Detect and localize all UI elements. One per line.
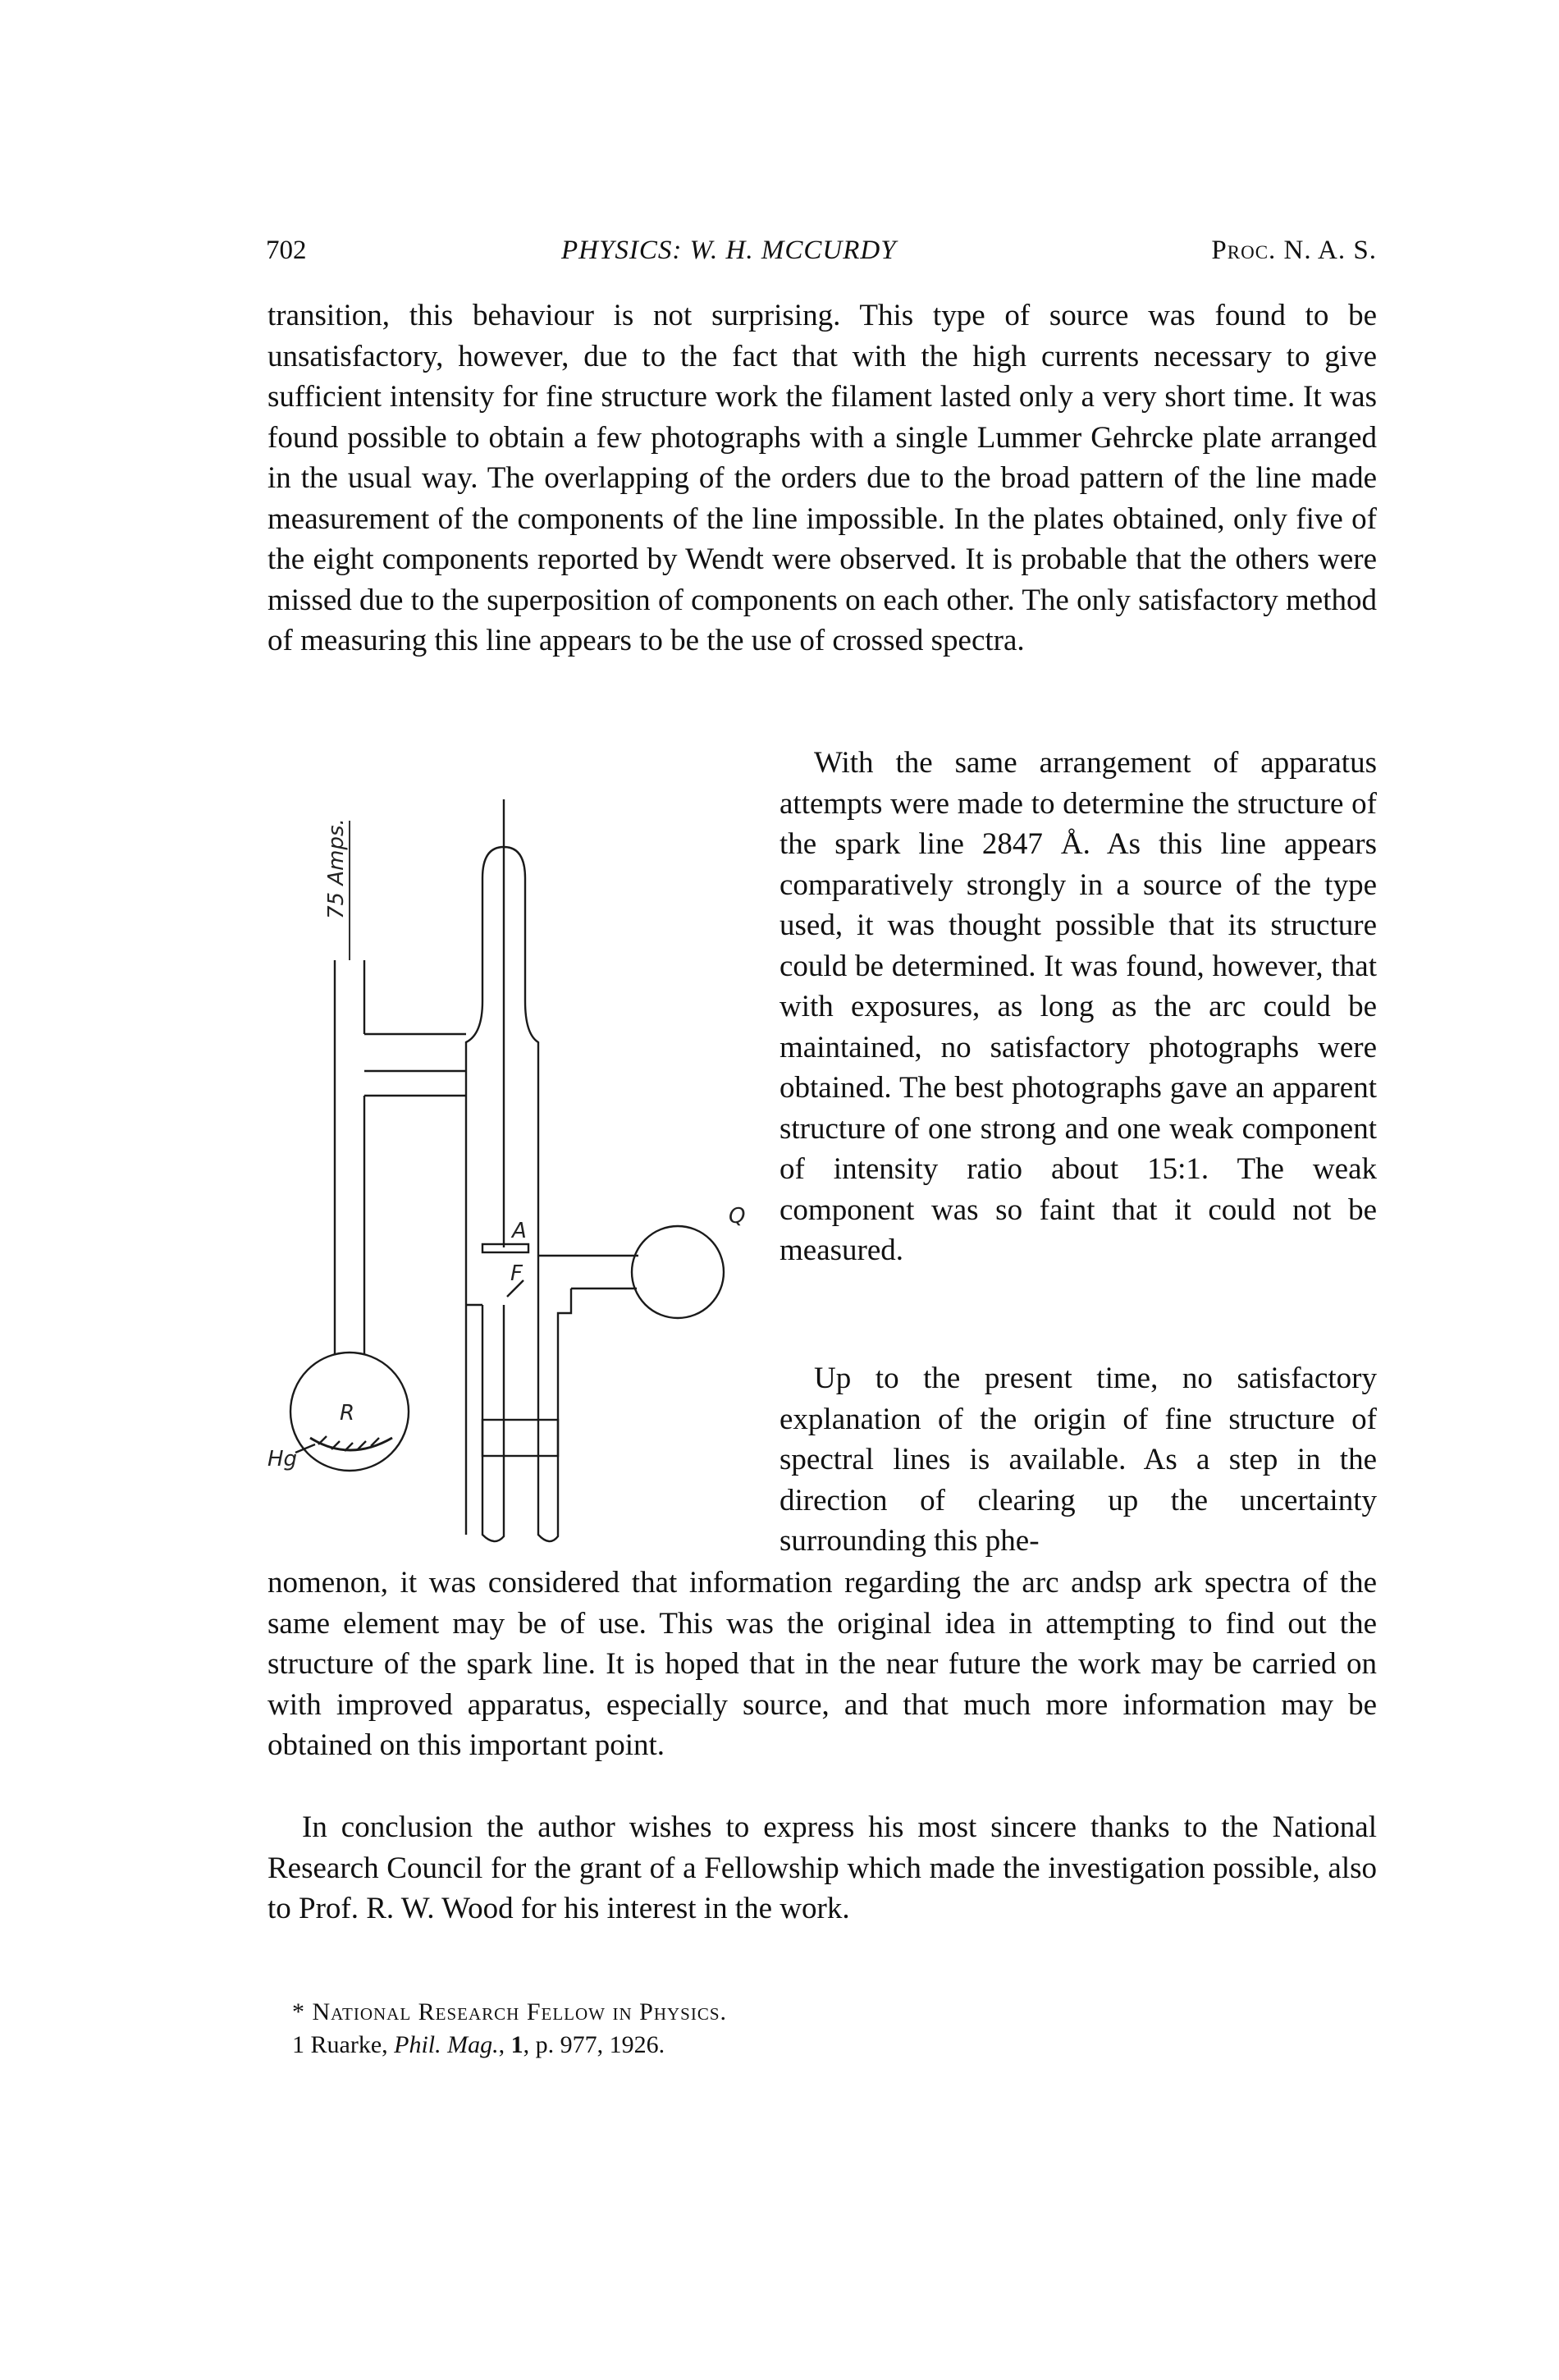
paragraph-2: With the same arrangement of apparatus attempts were made to determine the structure of the spark line 2847 Å. As this line appears comparatively strongly in a source of the type used, it was thought possible that its structure could be determined. It was found, however, that with exposures, as long as the arc could be maintained, no satisfactory photographs were obtained. The best photographs gave an apparent structure of one strong and one weak component of intensity ratio about 15:1. The weak component was so faint that it could not be measured. xyxy=(780,746,1377,1267)
bulb-q xyxy=(632,1226,724,1318)
footnote-2-journal: Phil. Mag. xyxy=(394,2031,499,2058)
footnote-2-sep: , xyxy=(498,2031,511,2058)
neck-right xyxy=(525,1001,538,1305)
label-amps: 75 Amps. xyxy=(324,818,349,919)
running-title: PHYSICS: W. H. MCCURDY xyxy=(561,236,897,265)
lower-tube-outer xyxy=(482,1305,504,1541)
label-r: R xyxy=(340,1401,355,1426)
footnote-1: * National Research Fellow in Physics. xyxy=(292,1998,728,2025)
paragraph-4: In conclusion the author wishes to express his most sincere thanks to the National Research Council for the grant of a Fellowship which made the investigation possible, also to Prof. R. W. Wood for his interest in the work. xyxy=(267,1810,1377,1925)
lower-electrode-band xyxy=(482,1420,558,1456)
label-a: A xyxy=(512,1219,527,1243)
apparatus-figure xyxy=(261,788,770,1543)
label-f: F xyxy=(510,1261,523,1286)
apparatus-diagram xyxy=(261,788,770,1543)
page-number: 702 xyxy=(266,236,307,265)
paragraph-1: transition, this behaviour is not surprising. This type of source was found to be unsatisfactory, however, due to the fact that with the high currents necessary to give sufficient intensity for fine structure work the filament lasted only a very short time. It was found possible to obtain a few photographs with a single Lummer Gehrcke plate arranged in the usual way. The overlapping of the orders due to the broad pattern of the line made measurement of the components of the line impossible. In the plates obtained, only five of the eight components reported by Wendt were observed. It is probable that the others were missed due to the superposition of components on each other. The only satisfactory method of measuring this line appears to be the use of crossed spectra. xyxy=(267,299,1377,657)
footnote-2-rest: , p. 977, 1926. xyxy=(523,2031,665,2058)
footnote-2-volume: 1 xyxy=(510,2031,523,2058)
footnotes xyxy=(267,1996,1377,2062)
footnote-2-author: 1 Ruarke, xyxy=(292,2031,395,2058)
running-head xyxy=(266,232,1377,268)
label-hg: Hg xyxy=(267,1447,298,1471)
paragraph-3-part-1: Up to the present time, no satisfactory explanation of the origin of fine structure of spectral lines is available. As a step in the direction of clearing up the uncertainty surrounding this phe- xyxy=(780,1362,1377,1558)
paragraph-3-part-2: nomenon, it was considered that information regarding the arc andsp ark spectra of the same element may be of use. This was the original idea in attempting to find out the structure of the spark line. It is hoped that in the near future the work may be carried on with improved apparatus, especially source, and that much more information may be obtained on this important point. xyxy=(267,1566,1377,1762)
lower-tube-right xyxy=(538,1288,571,1541)
footnote-2 xyxy=(267,2029,1377,2062)
journal-name: Proc. N. A. S. xyxy=(1211,236,1377,265)
neck-left xyxy=(466,1001,482,1100)
electrode-a xyxy=(482,1244,528,1252)
label-q: Q xyxy=(729,1204,746,1229)
